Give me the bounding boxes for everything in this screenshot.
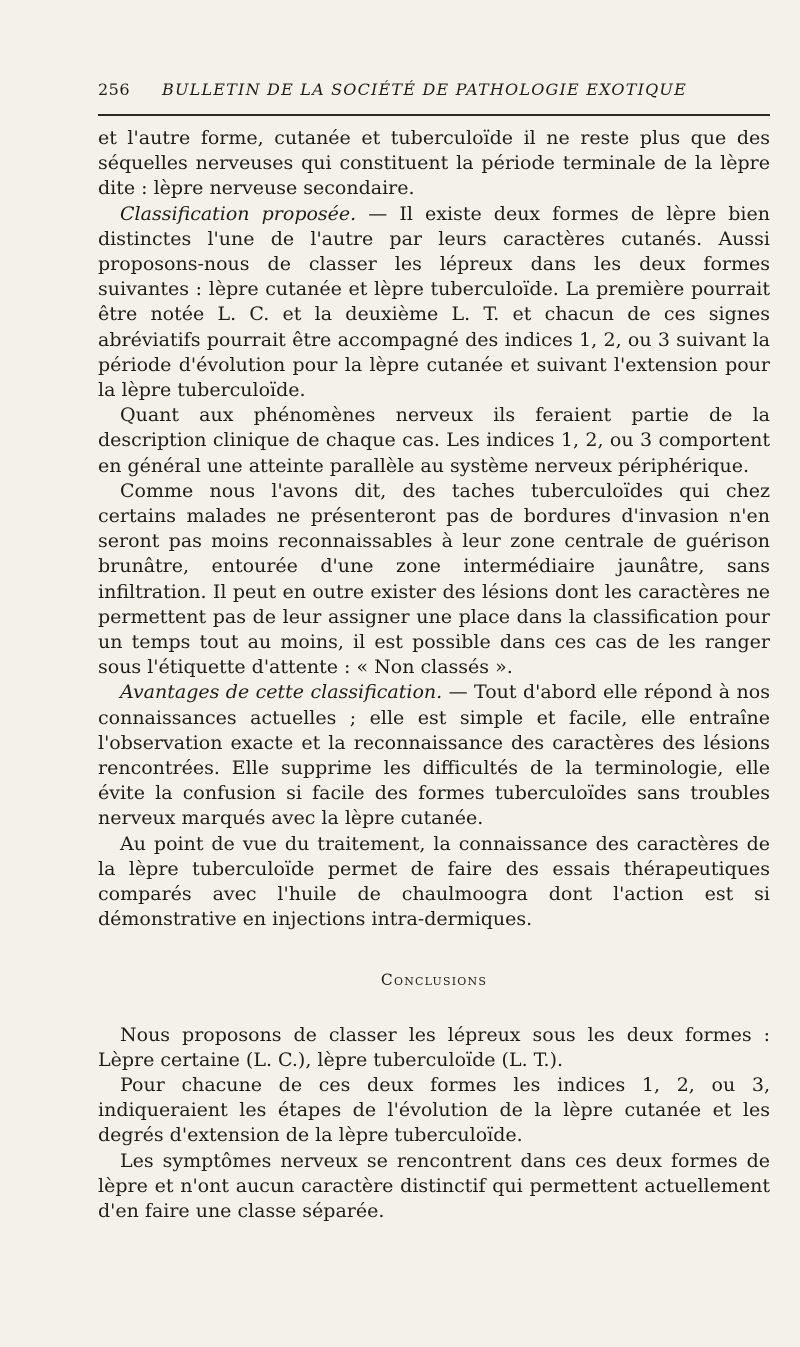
page-number: 256 [98,80,131,99]
conclusion-paragraph: Pour chacune de ces deux formes les indices 1, 2, ou 3, indiqueraient les étapes de l'évolution de la lèpre cutanée et les degrés d'extension de la lèpre tuberculoïde. [98,1073,770,1147]
article-body [98,126,770,1224]
section-lead-advantages: Avantages de cette classification. [120,681,443,704]
paragraph-nervous-phenomena: Quant aux phénomènes nerveux ils feraient partie de la description clinique de chaque cas. Les indices 1, 2, ou 3 comportent en général une atteinte parallèle au système nerveux périphérique. [98,404,770,477]
paragraph-advantages-text: — Tout d'abord elle répond à nos connaissances actuelles ; elle est simple et facile, elle entraîne l'observation exacte et la reconnaissance des caractères des lésions rencontrées. Elle supprime les difficultés de la terminologie, elle évite la confusion si facile des formes tuberculoïdes sans troubles nerveux marqués avec la lèpre cutanée. [98,681,770,830]
paragraph-continuation: et l'autre forme, cutanée et tuberculoïde il ne reste plus que des séquelles nerveuses qui constituent la période terminale de la lèpre dite : lèpre nerveuse secondaire. [98,127,770,200]
journal-title: BULLETIN DE LA SOCIÉTÉ DE PATHOLOGIE EXOTIQUE [162,80,687,99]
conclusion-paragraph: Nous proposons de classer les lépreux sous les deux formes : Lèpre certaine (L. C.), lèpre tuberculoïde (L. T.). [98,1023,770,1071]
paragraph-advantages [98,680,770,831]
section-lead-classification: Classification proposée. [120,202,357,225]
paragraph-classification-text: — Il existe deux formes de lèpre bien distinctes l'une de l'autre par leurs caractères cutanés. Aussi proposons-nous de classer les lépreux dans les deux formes suivantes : lèpre cutanée et lèpre tuberculoïde. La première pourrait être notée L. C. et la deuxième L. T. et chacun de ces signes abréviatifs pourrait être accompagné des indices 1, 2, ou 3 suivant la période d'évolution pour la lèpre cutanée et suivant l'extension pour la lèpre tuberculoïde. [98,202,770,402]
paragraph-treatment: Au point de vue du traitement, la connaissance des caractères de la lèpre tuberculoïde permet de faire des essais thérapeutiques comparés avec l'huile de chaulmoogra dont l'action est si démonstrative en injections intra-dermiques. [98,832,770,931]
conclusions-heading: Conclusions [380,970,488,989]
printed-page [98,80,770,1224]
conclusion-paragraph: Les symptômes nerveux se rencontrent dans ces deux formes de lèpre et n'ont aucun caractère distinctif qui permettent actuellement d'en faire une classe séparée. [98,1149,770,1222]
paragraph-classification [98,202,770,404]
paragraph-tuberculoid-spots: Comme nous l'avons dit, des taches tuberculoïdes qui chez certains malades ne présenteront pas de bordures d'invasion n'en seront pas moins reconnaissables à leur zone centrale de guérison brunâtre, entourée d'une zone intermédiaire jaunâtre, sans infiltration. Il peut en outre exister des lésions dont les caractères ne permettent pas de leur assigner une place dans la classification pour un temps tout au moins, il est possible dans ces cas de les ranger sous l'étiquette d'attente : « Non classés ». [98,479,770,679]
running-header [98,80,770,116]
